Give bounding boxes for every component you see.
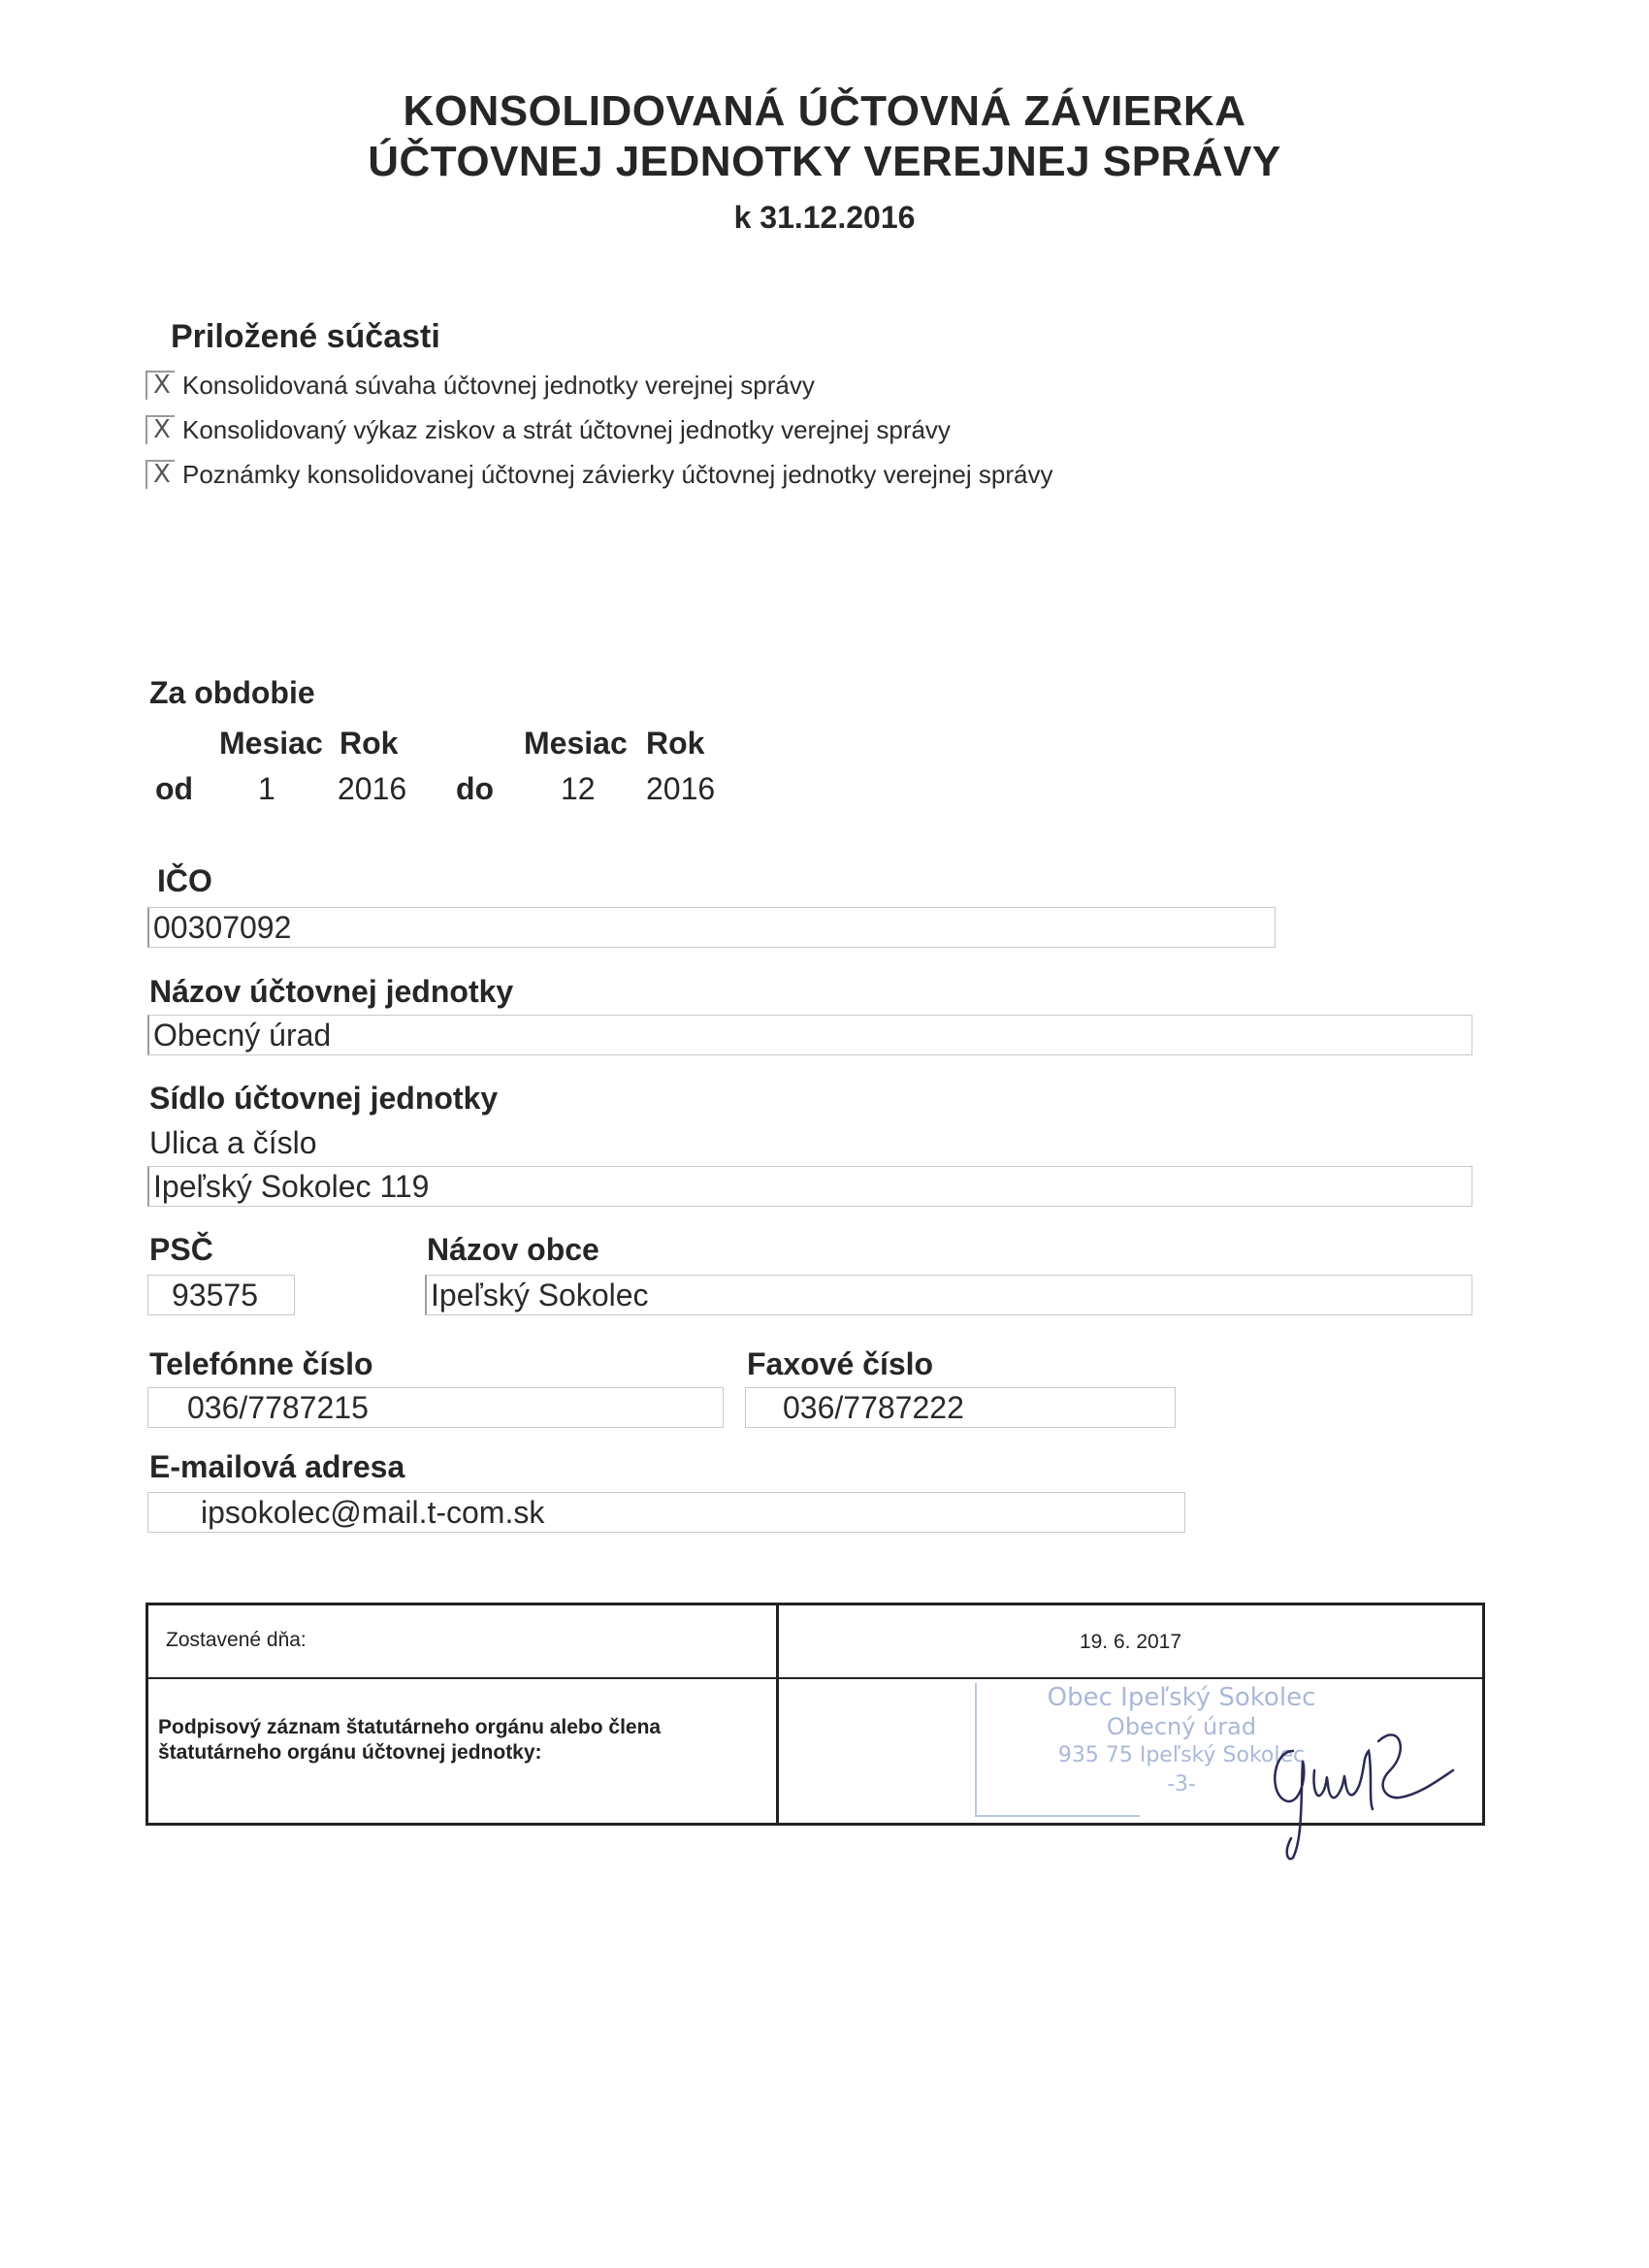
report-date: k 31.12.2016 bbox=[733, 200, 916, 235]
checkbox[interactable] bbox=[146, 415, 175, 444]
city-field[interactable]: Ipeľský Sokolec bbox=[425, 1275, 1472, 1315]
ico-label: IČO bbox=[157, 863, 212, 898]
checkbox[interactable] bbox=[146, 371, 175, 400]
to-year-value: 2016 bbox=[646, 771, 716, 806]
to-month-value: 12 bbox=[561, 771, 596, 806]
to-label: do bbox=[456, 771, 495, 806]
compiled-date: 19. 6. 2017 bbox=[1079, 1631, 1182, 1653]
attachment-item bbox=[146, 413, 951, 446]
handwritten-signature bbox=[1264, 1712, 1458, 1867]
check-mark: X bbox=[153, 415, 171, 444]
signature-label-line-2: štatutárneho orgánu účtovnej jednotky: bbox=[158, 1741, 542, 1764]
attachment-label: Konsolidovaná súvaha účtovnej jednotky verejnej správy bbox=[182, 370, 815, 400]
stamp-line: -3- bbox=[1167, 1772, 1196, 1797]
attachment-item bbox=[146, 369, 815, 402]
psc-field[interactable]: 93575 bbox=[147, 1275, 295, 1315]
check-mark: X bbox=[153, 460, 171, 489]
entity-name-label: Názov účtovnej jednotky bbox=[149, 974, 514, 1009]
attachment-label: Poznámky konsolidovanej účtovnej závierky účtovnej jednotky verejnej správy bbox=[182, 459, 1053, 489]
stamp-border-bottom bbox=[975, 1815, 1140, 1817]
email-label: E-mailová adresa bbox=[149, 1449, 405, 1484]
from-label: od bbox=[155, 771, 194, 806]
title-line-2: ÚČTOVNEJ JEDNOTKY VEREJNEJ SPRÁVY bbox=[368, 138, 1281, 185]
from-month-label: Mesiac bbox=[219, 726, 323, 761]
from-month-value: 1 bbox=[258, 771, 275, 806]
stamp-border bbox=[975, 1683, 977, 1817]
compiled-label: Zostavené dňa: bbox=[166, 1629, 307, 1651]
ico-field[interactable]: 00307092 bbox=[147, 907, 1276, 948]
title-line-1: KONSOLIDOVANÁ ÚČTOVNÁ ZÁVIERKA bbox=[403, 87, 1246, 135]
stamp-line: 935 75 Ipeľský Sokolec bbox=[1057, 1743, 1306, 1767]
period-heading: Za obdobie bbox=[149, 675, 315, 710]
psc-label: PSČ bbox=[149, 1232, 213, 1267]
email-field[interactable]: ipsokolec@mail.t-com.sk bbox=[147, 1492, 1185, 1533]
signature-table bbox=[146, 1603, 1485, 1826]
to-year-label: Rok bbox=[646, 726, 705, 761]
phone-field[interactable]: 036/7787215 bbox=[147, 1387, 724, 1428]
signature-label-line-1: Podpisový záznam štatutárneho orgánu alebo člena bbox=[158, 1716, 662, 1738]
street-label: Ulica a číslo bbox=[149, 1125, 317, 1160]
attachments-heading: Priložené súčasti bbox=[171, 318, 440, 355]
entity-name-field[interactable]: Obecný úrad bbox=[147, 1015, 1472, 1055]
from-year-label: Rok bbox=[340, 726, 399, 761]
fax-field[interactable]: 036/7787222 bbox=[745, 1387, 1176, 1428]
stamp-line: Obec Ipeľský Sokolec bbox=[1047, 1683, 1316, 1712]
check-mark: X bbox=[153, 371, 171, 400]
checkbox[interactable] bbox=[146, 460, 175, 489]
street-field[interactable]: Ipeľský Sokolec 119 bbox=[147, 1166, 1472, 1207]
seat-label: Sídlo účtovnej jednotky bbox=[149, 1081, 499, 1116]
phone-label: Telefónne číslo bbox=[149, 1346, 373, 1381]
attachment-item bbox=[146, 458, 1052, 491]
city-label: Názov obce bbox=[427, 1232, 599, 1267]
fax-label: Faxové číslo bbox=[747, 1346, 934, 1381]
from-year-value: 2016 bbox=[338, 771, 407, 806]
stamp-line: Obecný úrad bbox=[1106, 1713, 1257, 1740]
table-divider-horizontal bbox=[148, 1677, 1482, 1679]
to-month-label: Mesiac bbox=[524, 726, 628, 761]
attachment-label: Konsolidovaný výkaz ziskov a strát účtovnej jednotky verejnej správy bbox=[182, 414, 951, 444]
